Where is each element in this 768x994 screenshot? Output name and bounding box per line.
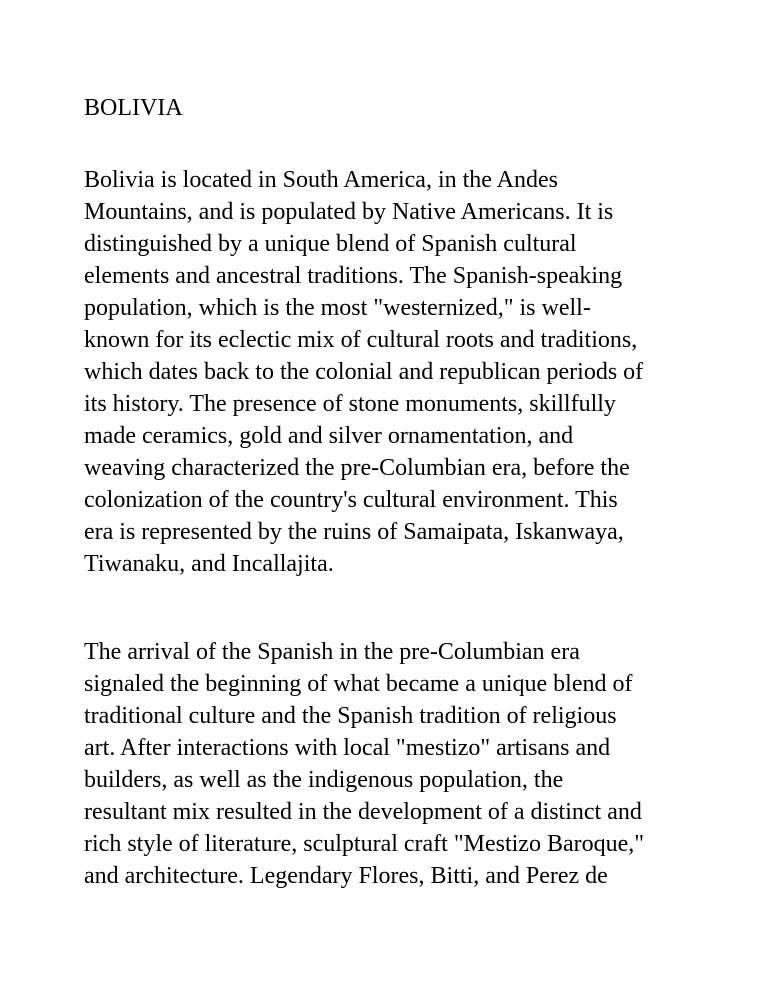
paragraph-2 [84, 636, 724, 892]
text-line: distinguished by a unique blend of Spanish cultural [84, 231, 577, 257]
text-line: rich style of literature, sculptural craft "Mestizo Baroque," [84, 831, 645, 857]
text-line: Bolivia is located in South America, in the Andes [84, 167, 558, 193]
text-line: Tiwanaku, and Incallajita. [84, 551, 334, 577]
text-line: and architecture. Legendary Flores, Bitti, and Perez de [84, 863, 608, 889]
text-line: era is represented by the ruins of Samaipata, Iskanwaya, [84, 519, 624, 545]
paragraph-1 [84, 164, 724, 580]
text-line: its history. The presence of stone monuments, skillfully [84, 391, 616, 417]
text-line: weaving characterized the pre-Columbian era, before the [84, 455, 630, 481]
text-line: art. After interactions with local "mestizo" artisans and [84, 735, 611, 761]
text-line: known for its eclectic mix of cultural roots and traditions, [84, 327, 638, 353]
text-line: colonization of the country's cultural environment. This [84, 487, 618, 513]
text-line: Mountains, and is populated by Native Americans. It is [84, 199, 614, 225]
text-line: The arrival of the Spanish in the pre-Columbian era [84, 639, 580, 665]
text-line: traditional culture and the Spanish tradition of religious [84, 703, 617, 729]
text-line: population, which is the most "westernized," is well- [84, 295, 591, 321]
document-title: BOLIVIA [84, 95, 183, 121]
text-line: resultant mix resulted in the development of a distinct and [84, 799, 642, 825]
text-line: builders, as well as the indigenous population, the [84, 767, 564, 793]
text-line: signaled the beginning of what became a unique blend of [84, 671, 633, 697]
text-line: which dates back to the colonial and republican periods of [84, 359, 644, 385]
text-line: elements and ancestral traditions. The Spanish-speaking [84, 263, 623, 289]
text-line: made ceramics, gold and silver ornamentation, and [84, 423, 574, 449]
